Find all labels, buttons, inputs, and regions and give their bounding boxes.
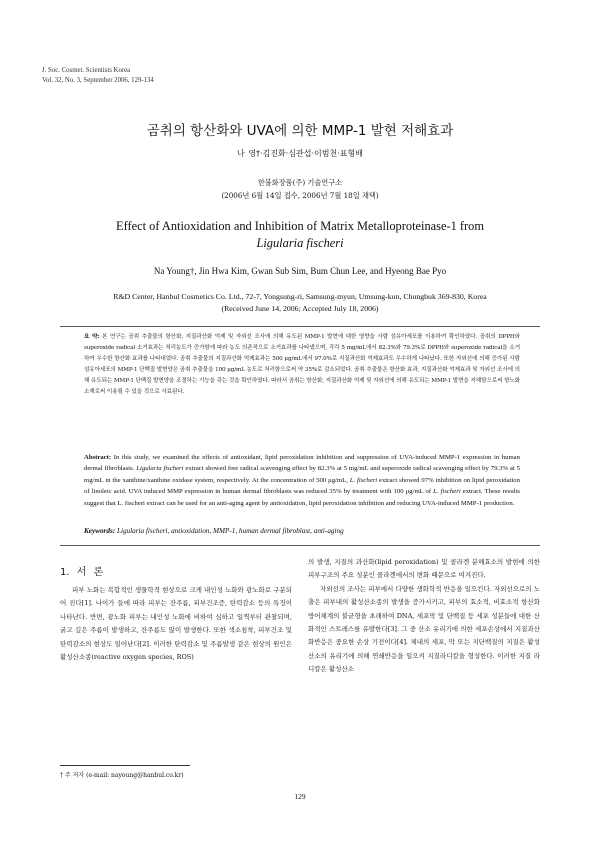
- english-title-line1: Effect of Antioxidation and Inhibition of Matrix Metalloproteinase-1 from: [116, 219, 484, 233]
- keywords: [84, 527, 344, 535]
- english-dates: (Received June 14, 2006; Accepted July 18, 2006): [221, 304, 379, 313]
- korean-abstract-label: 요 약:: [84, 334, 100, 340]
- abstract-part1: In this study, we examined the effects of antioxidant, lipid peroxidation inhibition and suppression of UVA-induced MMP-1 expression in human dermal fibroblasts.: [84, 454, 520, 473]
- korean-title: 곰취의 항산화와 UVA에 의한 MMP-1 발현 저해효과: [146, 123, 454, 139]
- intro-paragraph-1: 피부 노화는 복합적인 생물학적 현상으로 크게 내인성 노화와 광노화로 구분되어 진다[1]. 나이가 들에 따라 피부는 잔주름, 피부건조증, 탄력감소 등의 특징이 나타난다. 반면, 광노화 피부는 내인성 노화에 비하여 심하고 일찍부터 관찰되며, 굵고 깊은 주름이 발생하고, 잔주름도 많이 발생한다. 또한 색소침착, 피부건조 및 탄력감소의 현상도 일어난다[2]. 이러한 탄력감소 및 주름발생 같은 현상의 원인은 활성산소종(reactive oxygen species, ROS): [60, 586, 292, 662]
- abstract-part3: extract showed 97% inhibition on lipid peroxidation of linoleic acid. UVA induced MMP expression in human dermal fibroblasts was reduced 35% by treatment with 100 μg/mL of: [84, 476, 520, 496]
- english-affiliation: [40, 291, 560, 315]
- english-title: [70, 218, 530, 252]
- abstract-top-rule: [60, 326, 540, 327]
- abstract-part4: extract. These results suggest that L. fischeri extract can be used for an anti-aging agent by antioxidation, lipid peroxidation inhibition and reducing UVA-induced MMP-1 production.: [84, 488, 521, 507]
- english-abstract: [84, 452, 520, 509]
- footnote-rule: [60, 765, 190, 766]
- journal-header: [42, 66, 154, 86]
- abstract-part2: extract showed free radical scavenging effect by 82.3% at 5 mg/mL and superoxide radical scavenging effect by 79.3% at 5 mg/mL in the xanthine/xanthine oxidase system, respectively. At the concentration of 500 μg/mL,: [84, 465, 520, 484]
- intro-paragraph-1-cont: 의 발생, 지질의 과산화(lipid peroxidation) 및 콜라겐 분해효소의 발현에 의한 피부구조의 주요 성분인 콜라겐에서의 변화 때문으로 여겨진다.: [308, 558, 540, 580]
- intro-paragraph-2: 자외선의 조사는 피부에서 다양한 생화학적 반응을 일으킨다. 자외선으로의 노출은 피부내의 활성산소종의 발생을 증가시키고, 피부의 효소적, 비효소적 항산화 방어체계의 불균형을 초래하여 DNA, 세포막 및 단백질 등 세포 성분들에 대한 산화적인 스트레스를 유발한다[3]. 그 중 산소 유리기에 의한 세포손상에서 지질과산화반응은 중요한 손상 기전이다[4]. 체내의 세포, 막 또는 지단백질의 지질은 활성산소의 유리기에 의해 연쇄반응을 일으켜 지질라디칼을 형성한다. 이러한 지질 라디칼은 활성산소: [308, 584, 540, 674]
- page-number: 129: [294, 792, 306, 801]
- footnote: † 주 저자 (e-mail: nayoung@hanbul.co.kr): [60, 772, 184, 779]
- keywords-text: Ligularia fischeri, antioxidation, MMP-1, human dermal fibroblast, anti-aging: [115, 527, 344, 535]
- left-column: [60, 584, 292, 664]
- korean-abstract: [84, 332, 520, 397]
- keywords-label: Keywords:: [84, 527, 116, 535]
- abstract-species: Ligularia fischeri: [136, 465, 184, 473]
- abstract-label: Abstract:: [84, 454, 112, 461]
- abstract-bottom-rule: [60, 545, 540, 546]
- korean-affiliation: 한불화장품(주) 기술연구소: [257, 178, 343, 187]
- abstract-species-short-2: L. fischeri: [433, 488, 461, 496]
- section-heading: 1. 서 론: [60, 567, 104, 578]
- journal-volume: Vol. 32, No. 3, September 2006, 129-134: [42, 77, 154, 84]
- korean-abstract-text: 본 연구는 곰취 추출물의 항산화, 지질과산화 억제 및 자외선 조사에 의해 유도된 MMP-1 발현에 대한 영향을 사람 섬유아세포를 이용하여 확인하였다. 곰취의 DPPH와 superoxide radical 소거효과는 처리농도가 증가함에 따라 농도 의존적으로 소거효과를 나타냈으며, 각각 5 mg/mL에서 82.3%와 79.3%로 DPPH와 superoxide radical을 소거하여 우수한 항산화 효과를 나타내었다. 곰취 추출물의 지질과산화 억제효과는 500 μg/mL에서 97.0%로 지질과산화 억제효과도 우수하게 나타났다. 또한 자외선에 의해 증가된 사람 섬유아세포의 MMP-1 단백질 발현양은 곰취 추출물을 100 μg/mL 농도로 처리함으로써 약 35%로 감소되었다. 곰취 추출물은 항산화 효과, 지질과산화 억제효과 및 자외선 조사에 의해 유도되는 MMP-1 단백질 발현양을 조절하는 기능을 갖는 것을 확인하였다. 따라서 곰취는 항산화, 지질과산화 억제 및 자외선에 의해 유도되는 MMP-1 발현을 저해함으로써 항노화 소재로써 이용될 수 있을 것으로 사료된다.: [84, 334, 521, 395]
- right-column: [308, 556, 540, 677]
- journal-name: J. Soc. Cosmet. Scientists Korea: [42, 67, 131, 74]
- abstract-species-short: L. fischeri: [349, 476, 378, 484]
- korean-dates: (2006년 6월 14일 접수, 2006년 7월 18일 채택): [221, 191, 379, 200]
- english-authors: Na Young†, Jin Hwa Kim, Gwan Sub Sim, Bum Chun Lee, and Hyeong Bae Pyo: [153, 266, 447, 276]
- english-title-species: Ligularia fischeri: [256, 236, 344, 250]
- korean-authors: 나 영†·김진화·심관섭·이범천·표형배: [237, 149, 363, 158]
- english-affiliation-text: R&D Center, Hanbul Cosmetics Co. Ltd., 72-7, Yongsung-ri, Samsung-myun, Umsung-kun, Chungbuk 369-830, Korea: [113, 292, 487, 301]
